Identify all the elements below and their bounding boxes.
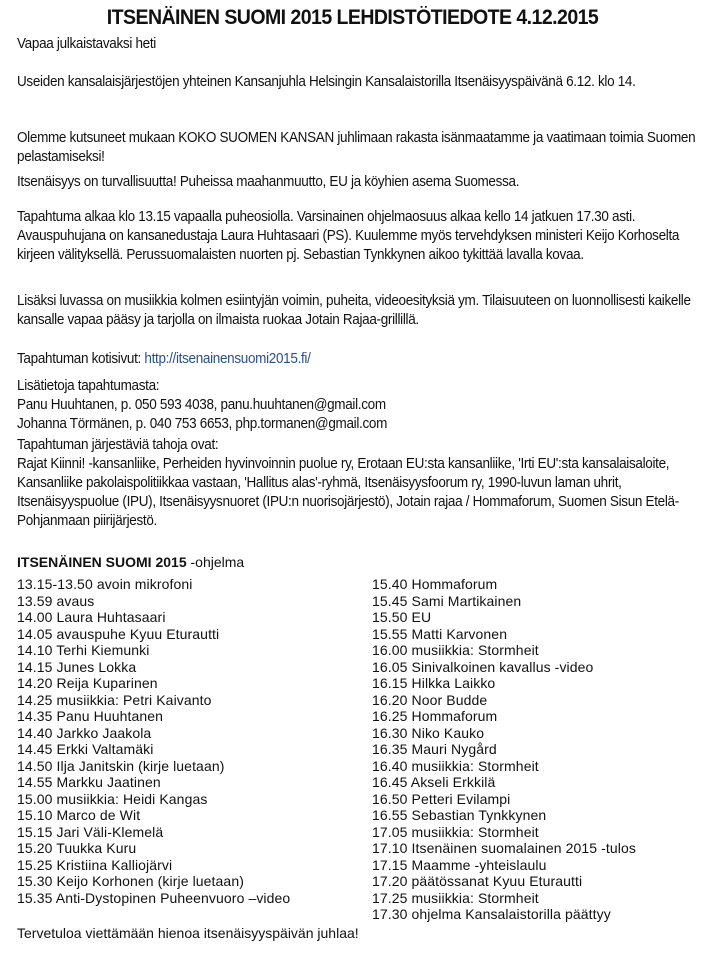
homepage-link[interactable]: http://itsenainensuomi2015.fi/ (144, 350, 311, 367)
program-left-column (17, 576, 290, 906)
program-item: 15.40 Hommaforum (372, 576, 498, 592)
program-item: 15.35 Anti-Dystopinen Puheenvuoro –video (17, 889, 291, 906)
program-item: 13.15-13.50 avoin mikrofoni (17, 576, 193, 592)
program-item: 16.30 Niko Kauko (372, 724, 485, 741)
program-item: 14.10 Terhi Kiemunki (17, 642, 150, 658)
paragraph-invitation: Olemme kutsuneet mukaan KOKO SUOMEN KANSAN juhlimaan rakasta isänmaatamme ja vaatimaan toimia Suomen pelastamiseksi! (17, 129, 696, 165)
program-item: 15.00 musiikkia: Heidi Kangas (17, 790, 208, 807)
program-heading-bold: ITSENÄINEN SUOMI 2015 (17, 554, 187, 570)
contacts-heading: Lisätietoja tapahtumasta: (17, 377, 160, 394)
program-item: 16.05 Sinivalkoinen kavallus -video (372, 658, 594, 675)
closing-line: Tervetuloa viettämään hienoa itsenäisyyspäivän juhlaa! (17, 925, 359, 941)
program-item: 16.15 Hilkka Laikko (372, 675, 496, 691)
program-item: 14.05 avauspuhe Kyuu Eturautti (17, 625, 220, 642)
contacts-section (17, 376, 705, 433)
program-item: 17.30 ohjelma Kansalaistorilla päättyy (372, 906, 611, 922)
program-item: 15.50 EU (372, 609, 432, 625)
program-right-column (372, 576, 636, 923)
program-item: 16.25 Hommaforum (372, 708, 498, 724)
homepage-line (17, 349, 705, 368)
program-item: 14.50 Ilja Janitskin (kirje luetaan) (17, 757, 225, 774)
program-item: 13.59 avaus (17, 592, 95, 609)
program-item: 15.15 Jari Väli-Klemelä (17, 823, 164, 840)
paragraph-extras: Lisäksi luvassa on musiikkia kolmen esiintyjän voimin, puheita, videoesityksiä ym. Tilaisuuteen on luonnollisesti kaikelle kansalle vapaa pääsy ja tarjolla on ilmaista ruokaa Jotain Rajaa-grillillä. (17, 292, 691, 328)
program-item: 14.25 musiikkia: Petri Kaivanto (17, 691, 212, 708)
program-item: 15.10 Marco de Wit (17, 807, 141, 823)
program-item: 14.40 Jarkko Jaakola (17, 724, 152, 741)
homepage-label: Tapahtuman kotisivut: (17, 350, 145, 367)
program-item: 15.25 Kristiina Kalliojärvi (17, 856, 173, 873)
organizers-list: Rajat Kiinni! -kansanliike, Perheiden hyvinvoinnin puolue ry, Erotaan EU:sta kansanliike, 'Irti EU':sta kansalaisaloite, Kansanliike pakolaispolitiikkaa vastaan, 'Hallitus alas'-ryhmä, Itsenäisyysfoorum ry, 1990-luvun laman uhrit, Itsenäisyyspuolue (IPU), Itsenäisyysnuoret (IPU:n nuorisojärjestö), Jotain rajaa / Hommaforum, Suomen Sisun Etelä-Pohjanmaan piirijärjestö. (17, 455, 679, 529)
document-title: ITSENÄINEN SUOMI 2015 LEHDISTÖTIEDOTE 4.12.2015 (106, 6, 599, 29)
program-item: 16.40 musiikkia: Stormheit (372, 757, 539, 774)
program-item: 14.35 Panu Huuhtanen (17, 708, 164, 724)
program-heading (17, 553, 244, 571)
program-item: 15.55 Matti Karvonen (372, 625, 508, 642)
program-item: 16.45 Akseli Erkkilä (372, 774, 496, 790)
program-item: 14.55 Markku Jaatinen (17, 774, 161, 790)
contact-panu: Panu Huuhtanen, p. 050 593 4038, panu.huuhtanen@gmail.com (17, 396, 386, 413)
program-item: 17.05 musiikkia: Stormheit (372, 823, 539, 840)
program-item: 15.45 Sami Martikainen (372, 592, 522, 609)
program-item: 16.20 Noor Budde (372, 691, 488, 708)
program-item: 16.00 musiikkia: Stormheit (372, 642, 539, 658)
release-note: Vapaa julkaistavaksi heti (17, 35, 156, 52)
program-item: 14.45 Erkki Valtamäki (17, 741, 154, 757)
program-item: 17.25 musiikkia: Stormheit (372, 889, 539, 906)
organizers-heading: Tapahtuman järjestäviä tahoja ovat: (17, 436, 219, 453)
program-item: 16.35 Mauri Nygård (372, 741, 497, 757)
program-item: 17.20 päätössanat Kyuu Eturautti (372, 873, 583, 889)
program-item: 15.20 Tuukka Kuru (17, 840, 137, 856)
program-item: 17.10 Itsenäinen suomalainen 2015 -tulos (372, 840, 636, 856)
paragraph-schedule: Tapahtuma alkaa klo 13.15 vapaalla puheosiolla. Varsinainen ohjelmaosuus alkaa kello 14 jatkuen 17.30 asti. Avauspuhujana on kansanedustaja Laura Huhtasaari (PS). Kuulemme myös tervehdyksen ministeri Keijo Korhoselta kirjeen välityksellä. Perussuomalaisten nuorten pj. Sebastian Tynkkynen aikoo tykittää lavalla kovaa. (17, 208, 680, 263)
program-item: 16.55 Sebastian Tynkkynen (372, 807, 547, 823)
program-item: 14.15 Junes Lokka (17, 658, 137, 675)
program-item: 17.15 Maamme -yhteislaulu (372, 856, 547, 873)
organizers-section (17, 435, 705, 530)
program-item: 15.30 Keijo Korhonen (kirje luetaan) (17, 873, 244, 889)
paragraph-topics: Itsenäisyys on turvallisuutta! Puheissa maahanmuutto, EU ja köyhien asema Suomessa. (17, 173, 520, 190)
contact-johanna: Johanna Törmänen, p. 040 753 6653, php.tormanen@gmail.com (17, 415, 388, 432)
program-item: 14.20 Reija Kuparinen (17, 675, 158, 691)
program-item: 16.50 Petteri Evilampi (372, 790, 511, 807)
program-item: 14.00 Laura Huhtasaari (17, 609, 166, 625)
program-heading-suffix: -ohjelma (186, 554, 245, 570)
paragraph-intro: Useiden kansalaisjärjestöjen yhteinen Kansanjuhla Helsingin Kansalaistorilla Itsenäisyyspäivänä 6.12. klo 14. (17, 73, 636, 90)
